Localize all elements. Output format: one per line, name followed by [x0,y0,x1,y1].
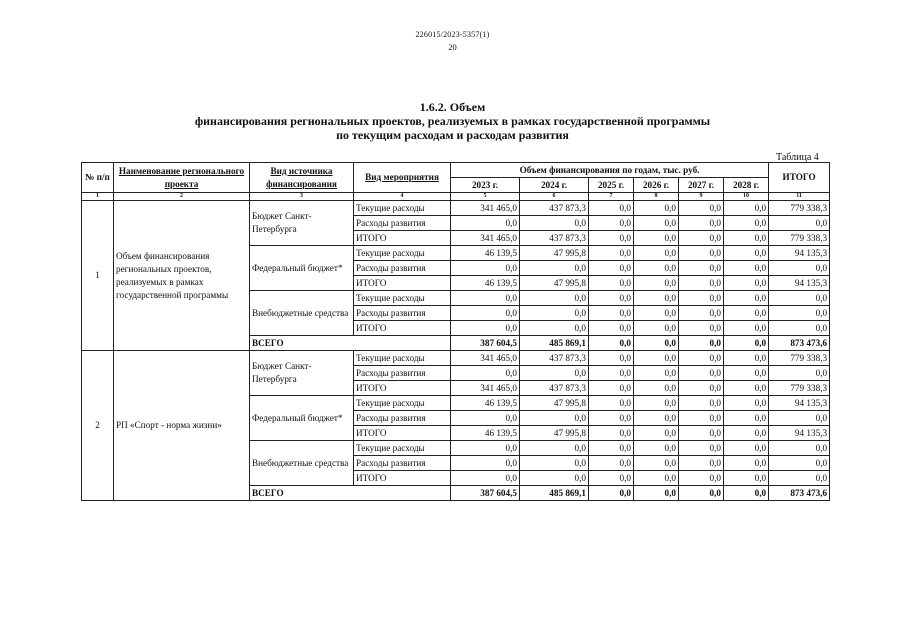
value-cell: 0,0 [589,306,634,321]
total-value: 0,0 [634,336,679,351]
value-cell: 0,0 [589,261,634,276]
total-label: ВСЕГО [250,336,451,351]
value-cell: 341 465,0 [451,231,520,246]
total-value: 0,0 [589,336,634,351]
value-cell: 779 338,3 [769,351,830,366]
value-cell: 0,0 [589,216,634,231]
header-year: 2027 г. [679,178,724,193]
table-row [82,351,830,366]
column-index: 4 [354,193,451,201]
activity-type: ИТОГО [354,276,451,291]
value-cell: 0,0 [724,291,769,306]
value-cell: 47 995,8 [520,426,589,441]
value-cell: 94 135,3 [769,426,830,441]
value-cell: 0,0 [724,246,769,261]
value-cell: 0,0 [724,216,769,231]
value-cell: 0,0 [520,291,589,306]
value-cell: 94 135,3 [769,276,830,291]
value-cell: 341 465,0 [451,351,520,366]
value-cell: 341 465,0 [451,381,520,396]
header-year: 2024 г. [520,178,589,193]
value-cell: 47 995,8 [520,396,589,411]
table-label: Таблица 4 [776,152,819,163]
value-cell: 0,0 [589,381,634,396]
value-cell: 0,0 [451,321,520,336]
value-cell: 437 873,3 [520,351,589,366]
value-cell: 437 873,3 [520,231,589,246]
column-index: 9 [679,193,724,201]
activity-type: Расходы развития [354,411,451,426]
value-cell: 0,0 [634,201,679,216]
value-cell: 0,0 [679,441,724,456]
total-value: 0,0 [679,486,724,501]
header-index-row [82,193,830,201]
title-line-3: по текущим расходам и расходам развития [336,128,569,142]
value-cell: 0,0 [679,231,724,246]
value-cell: 0,0 [724,396,769,411]
funding-source: Федеральный бюджет* [250,396,354,441]
column-index: 10 [724,193,769,201]
value-cell: 0,0 [589,366,634,381]
column-index: 8 [634,193,679,201]
header-year: 2025 г. [589,178,634,193]
value-cell: 0,0 [724,366,769,381]
column-index: 7 [589,193,634,201]
value-cell: 0,0 [769,456,830,471]
value-cell: 0,0 [769,321,830,336]
value-cell: 46 139,5 [451,246,520,261]
value-cell: 0,0 [679,471,724,486]
header-num: № п/п [82,163,114,193]
funding-source: Федеральный бюджет* [250,246,354,291]
activity-type: ИТОГО [354,426,451,441]
column-index: 11 [769,193,830,201]
activity-type: Текущие расходы [354,291,451,306]
value-cell: 0,0 [724,351,769,366]
value-cell: 0,0 [679,351,724,366]
funding-source: Внебюджетные средства [250,441,354,486]
value-cell: 0,0 [589,411,634,426]
header-funding-source: Вид источника финансирования [250,163,354,193]
total-value: 387 604,5 [451,486,520,501]
value-cell: 0,0 [589,201,634,216]
header-project-name: Наименование регионального проекта [114,163,250,193]
value-cell: 0,0 [724,231,769,246]
title-line-1: 1.6.2. Объем [419,100,486,114]
total-value: 485 869,1 [520,336,589,351]
row-number: 1 [82,201,114,351]
value-cell: 0,0 [451,456,520,471]
value-cell: 437 873,3 [520,201,589,216]
header-year: 2028 г. [724,178,769,193]
value-cell: 0,0 [724,456,769,471]
header-year: 2023 г. [451,178,520,193]
value-cell: 47 995,8 [520,246,589,261]
value-cell: 0,0 [520,306,589,321]
total-value: 0,0 [679,336,724,351]
funding-source: Бюджет Санкт-Петербурга [250,201,354,246]
activity-type: Текущие расходы [354,201,451,216]
table-body [82,201,830,501]
value-cell: 0,0 [724,411,769,426]
activity-type: ИТОГО [354,381,451,396]
value-cell: 0,0 [520,441,589,456]
total-value: 873 473,6 [769,486,830,501]
value-cell: 0,0 [634,276,679,291]
funding-source: Бюджет Санкт-Петербурга [250,351,354,396]
value-cell: 0,0 [634,216,679,231]
value-cell: 0,0 [589,246,634,261]
value-cell: 94 135,3 [769,396,830,411]
activity-type: Текущие расходы [354,441,451,456]
activity-type: ИТОГО [354,231,451,246]
value-cell: 341 465,0 [451,201,520,216]
funding-source: Внебюджетные средства [250,291,354,336]
value-cell: 0,0 [589,276,634,291]
value-cell: 0,0 [724,276,769,291]
value-cell: 0,0 [679,396,724,411]
value-cell: 0,0 [769,441,830,456]
total-value: 0,0 [724,486,769,501]
table-row [82,201,830,216]
value-cell: 779 338,3 [769,231,830,246]
activity-type: Расходы развития [354,456,451,471]
value-cell: 0,0 [451,306,520,321]
total-value: 0,0 [589,486,634,501]
value-cell: 0,0 [589,471,634,486]
value-cell: 0,0 [634,246,679,261]
value-cell: 47 995,8 [520,276,589,291]
value-cell: 0,0 [724,306,769,321]
value-cell: 0,0 [520,321,589,336]
value-cell: 0,0 [520,216,589,231]
value-cell: 0,0 [451,411,520,426]
value-cell: 779 338,3 [769,201,830,216]
value-cell: 0,0 [589,441,634,456]
total-value: 873 473,6 [769,336,830,351]
activity-type: Расходы развития [354,366,451,381]
value-cell: 0,0 [634,366,679,381]
value-cell: 0,0 [634,396,679,411]
project-name: Объем финансирования региональных проектов, реализуемых в рамках государственной программы [114,201,250,351]
activity-type: Текущие расходы [354,246,451,261]
page-title [0,100,905,142]
value-cell: 0,0 [769,306,830,321]
column-index: 6 [520,193,589,201]
page-number: 20 [448,42,457,52]
header-volume: Объем финансирования по годам, тыс. руб. [451,163,769,178]
activity-type: Расходы развития [354,261,451,276]
title-line-2: финансирования региональных проектов, реализуемых в рамках государственной программы [194,114,711,128]
value-cell: 0,0 [724,321,769,336]
header-row-1 [82,163,830,178]
document-id: 226015/2023-5357(1) [415,30,490,39]
value-cell: 0,0 [679,246,724,261]
column-index: 1 [82,193,114,201]
header-total: ИТОГО [769,163,830,193]
value-cell: 0,0 [769,411,830,426]
value-cell: 0,0 [724,201,769,216]
value-cell: 0,0 [520,411,589,426]
column-index: 3 [250,193,354,201]
value-cell: 0,0 [589,426,634,441]
value-cell: 0,0 [724,471,769,486]
value-cell: 0,0 [724,426,769,441]
activity-type: Текущие расходы [354,396,451,411]
value-cell: 0,0 [679,261,724,276]
value-cell: 0,0 [679,291,724,306]
value-cell: 0,0 [679,426,724,441]
value-cell: 0,0 [724,381,769,396]
value-cell: 0,0 [451,366,520,381]
value-cell: 0,0 [769,216,830,231]
activity-type: ИТОГО [354,321,451,336]
activity-type: Текущие расходы [354,351,451,366]
value-cell: 0,0 [589,456,634,471]
value-cell: 0,0 [634,441,679,456]
value-cell: 0,0 [634,261,679,276]
value-cell: 0,0 [724,441,769,456]
value-cell: 0,0 [679,201,724,216]
value-cell: 0,0 [634,411,679,426]
value-cell: 46 139,5 [451,396,520,411]
value-cell: 0,0 [769,261,830,276]
value-cell: 0,0 [679,411,724,426]
value-cell: 0,0 [634,381,679,396]
column-index: 5 [451,193,520,201]
value-cell: 0,0 [634,231,679,246]
value-cell: 0,0 [634,321,679,336]
value-cell: 0,0 [589,321,634,336]
value-cell: 0,0 [451,291,520,306]
value-cell: 0,0 [679,381,724,396]
value-cell: 0,0 [679,321,724,336]
value-cell: 0,0 [769,366,830,381]
financing-table [81,162,830,501]
value-cell: 0,0 [451,471,520,486]
value-cell: 0,0 [679,306,724,321]
value-cell: 0,0 [634,291,679,306]
value-cell: 0,0 [451,216,520,231]
value-cell: 0,0 [634,471,679,486]
activity-type: ИТОГО [354,471,451,486]
value-cell: 0,0 [634,351,679,366]
value-cell: 46 139,5 [451,276,520,291]
value-cell: 0,0 [520,471,589,486]
header-activity-type: Вид мероприятия [354,163,451,193]
value-cell: 0,0 [769,291,830,306]
value-cell: 0,0 [589,396,634,411]
value-cell: 0,0 [724,261,769,276]
value-cell: 0,0 [634,456,679,471]
column-index: 2 [114,193,250,201]
value-cell: 0,0 [679,276,724,291]
value-cell: 0,0 [520,261,589,276]
activity-type: Расходы развития [354,216,451,231]
value-cell: 0,0 [679,216,724,231]
value-cell: 0,0 [769,471,830,486]
value-cell: 0,0 [679,456,724,471]
value-cell: 46 139,5 [451,426,520,441]
value-cell: 0,0 [520,366,589,381]
activity-type: Расходы развития [354,306,451,321]
value-cell: 0,0 [634,306,679,321]
value-cell: 0,0 [451,261,520,276]
value-cell: 0,0 [520,456,589,471]
value-cell: 0,0 [589,351,634,366]
value-cell: 437 873,3 [520,381,589,396]
value-cell: 0,0 [679,366,724,381]
value-cell: 0,0 [451,441,520,456]
total-value: 0,0 [634,486,679,501]
value-cell: 779 338,3 [769,381,830,396]
value-cell: 0,0 [634,426,679,441]
total-value: 0,0 [724,336,769,351]
value-cell: 0,0 [589,231,634,246]
total-value: 387 604,5 [451,336,520,351]
total-value: 485 869,1 [520,486,589,501]
header-year: 2026 г. [634,178,679,193]
project-name: РП «Спорт - норма жизни» [114,351,250,501]
value-cell: 94 135,3 [769,246,830,261]
total-label: ВСЕГО [250,486,451,501]
row-number: 2 [82,351,114,501]
value-cell: 0,0 [589,291,634,306]
